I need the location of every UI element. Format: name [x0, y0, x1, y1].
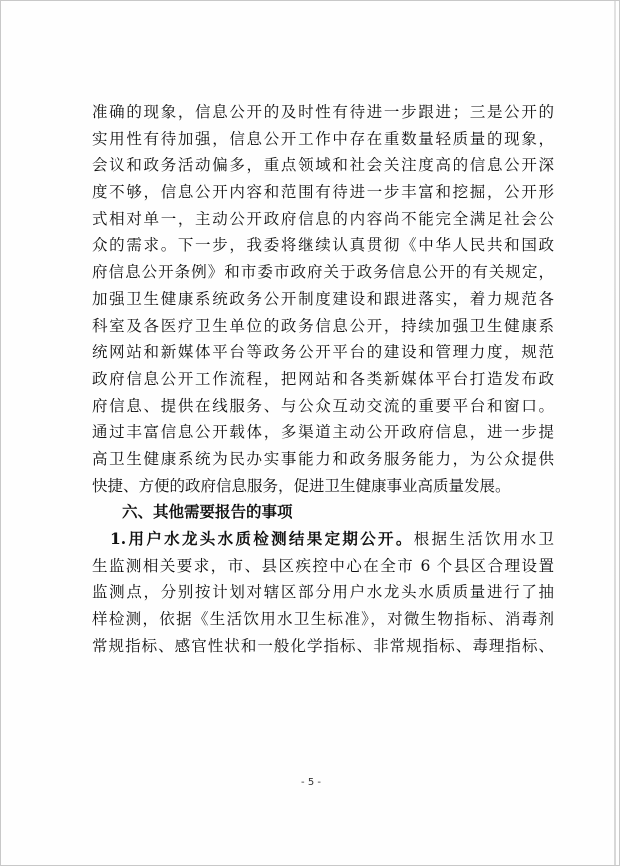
text-line: 政府信息公开工作流程，把网站和各类新媒体平台打造发布政: [92, 369, 554, 388]
text-line: 实用性有待加强，信息公开工作中存在重数量轻质量的现象，: [92, 129, 554, 148]
item1-first-line: [92, 526, 554, 553]
text-line: 统网站和新媒体平台等政务公开平台的建设和管理力度，规范: [92, 343, 554, 362]
text-line: 府信息、提供在线服务、与公众互动交流的重要平台和窗口。: [92, 396, 554, 415]
page-number: - 5 -: [301, 777, 321, 788]
text-line: 快捷、方便的政府信息服务，促进卫生健康事业高质量发展。: [92, 476, 511, 495]
text-line: 式相对单一，主动公开政府信息的内容尚不能完全满足社会公: [92, 209, 554, 228]
text-line: 府信息公开条例》和市委市政府关于政务信息公开的有关规定，: [92, 263, 554, 282]
section-heading: 六、其他需要报告的事项: [122, 502, 293, 522]
scan-edge-shadow: [614, 1, 616, 865]
text-line: 样检测，依据《生活饮用水卫生标准》，对微生物指标、消毒剂: [92, 610, 554, 629]
text-line: 生监测相关要求，市、县区疾控中心在全市 6 个县区合理设置: [92, 556, 554, 575]
text-line: 会议和政务活动偏多，重点领域和社会关注度高的信息公开深: [92, 156, 554, 175]
text-line: 科室及各医疗卫生单位的政务信息公开，持续加强卫生健康系: [92, 316, 554, 335]
item1-title: 1.用户水龙头水质检测结果定期公开。: [110, 529, 414, 548]
item1-first-line-text: 根据生活饮用水卫: [413, 530, 554, 548]
text-line: 高卫生健康系统为民办实事能力和政务服务能力，为公众提供: [92, 449, 554, 468]
text-line: 监测点，分别按计划对辖区部分用户水龙头水质质量进行了抽: [92, 583, 554, 602]
text-line: 准确的现象，信息公开的及时性有待进一步跟进；三是公开的: [92, 103, 554, 121]
text-line: 常规指标、感官性状和一般化学指标、非常规指标、毒理指标、: [92, 636, 554, 655]
text-line: 众的需求。下一步，我委将继续认真贯彻《中华人民共和国政: [92, 236, 554, 255]
text-line: 加强卫生健康系统政务公开制度建设和跟进落实，着力规范各: [92, 289, 554, 308]
text-line: 度不够，信息公开内容和范围有待进一步丰富和挖掘，公开形: [92, 183, 554, 202]
text-line: 通过丰富信息公开载体，多渠道主动公开政府信息，进一步提: [92, 423, 554, 442]
document-body: [92, 99, 554, 659]
